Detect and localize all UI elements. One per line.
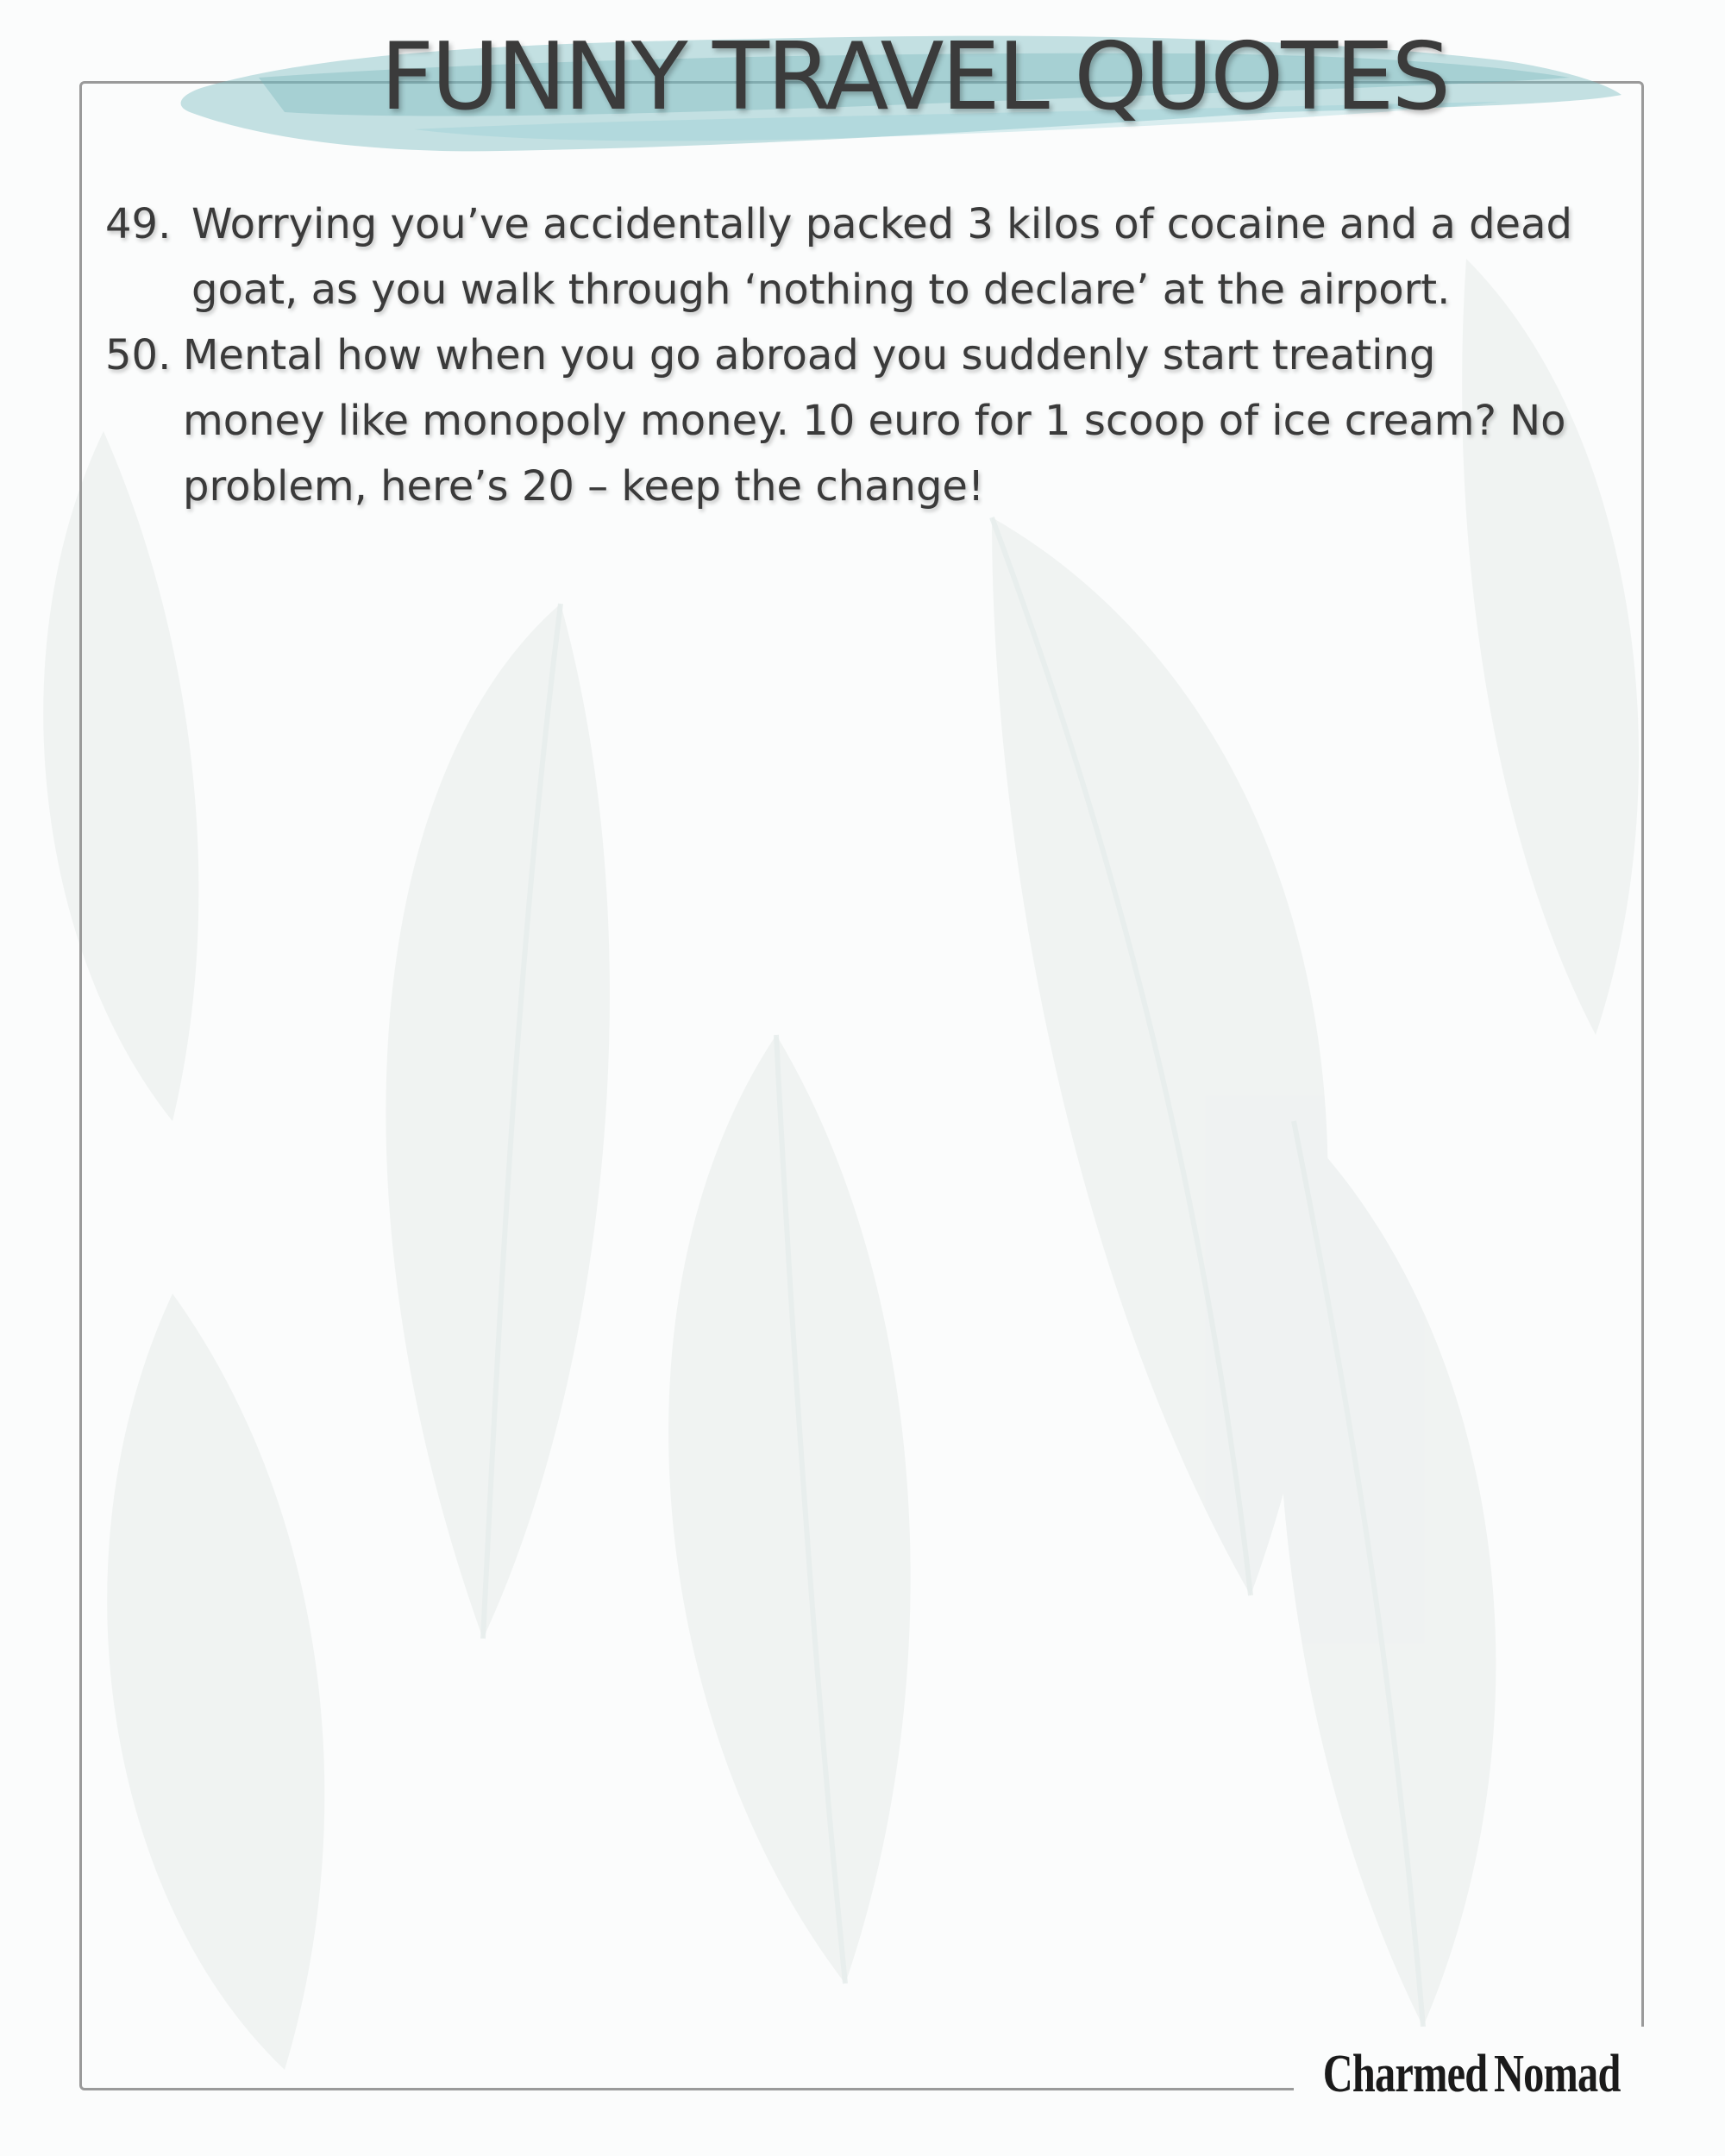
quote-list bbox=[105, 191, 1589, 519]
title-banner bbox=[155, 0, 1673, 172]
quote-item bbox=[105, 323, 1589, 519]
brand-logo bbox=[1294, 2027, 1656, 2122]
quote-item bbox=[105, 191, 1589, 323]
brand-word-left: Charmed bbox=[1322, 2044, 1488, 2103]
page-title: FUNNY TRAVEL QUOTES bbox=[380, 23, 1449, 131]
quote-number: 49. bbox=[105, 200, 172, 248]
quote-number: 50. bbox=[105, 331, 172, 379]
quote-text: Mental how when you go abroad you suddenly start treating money like monopoly money. 10 euro for 1 scoop of ice cream? No problem, here’s 20 – keep the change! bbox=[183, 331, 1566, 511]
quote-text: Worrying you’ve accidentally packed 3 kilos of cocaine and a dead goat, as you walk through ‘nothing to declare’ at the airport. bbox=[191, 200, 1572, 314]
brand-word-right: Nomad bbox=[1494, 2044, 1621, 2103]
